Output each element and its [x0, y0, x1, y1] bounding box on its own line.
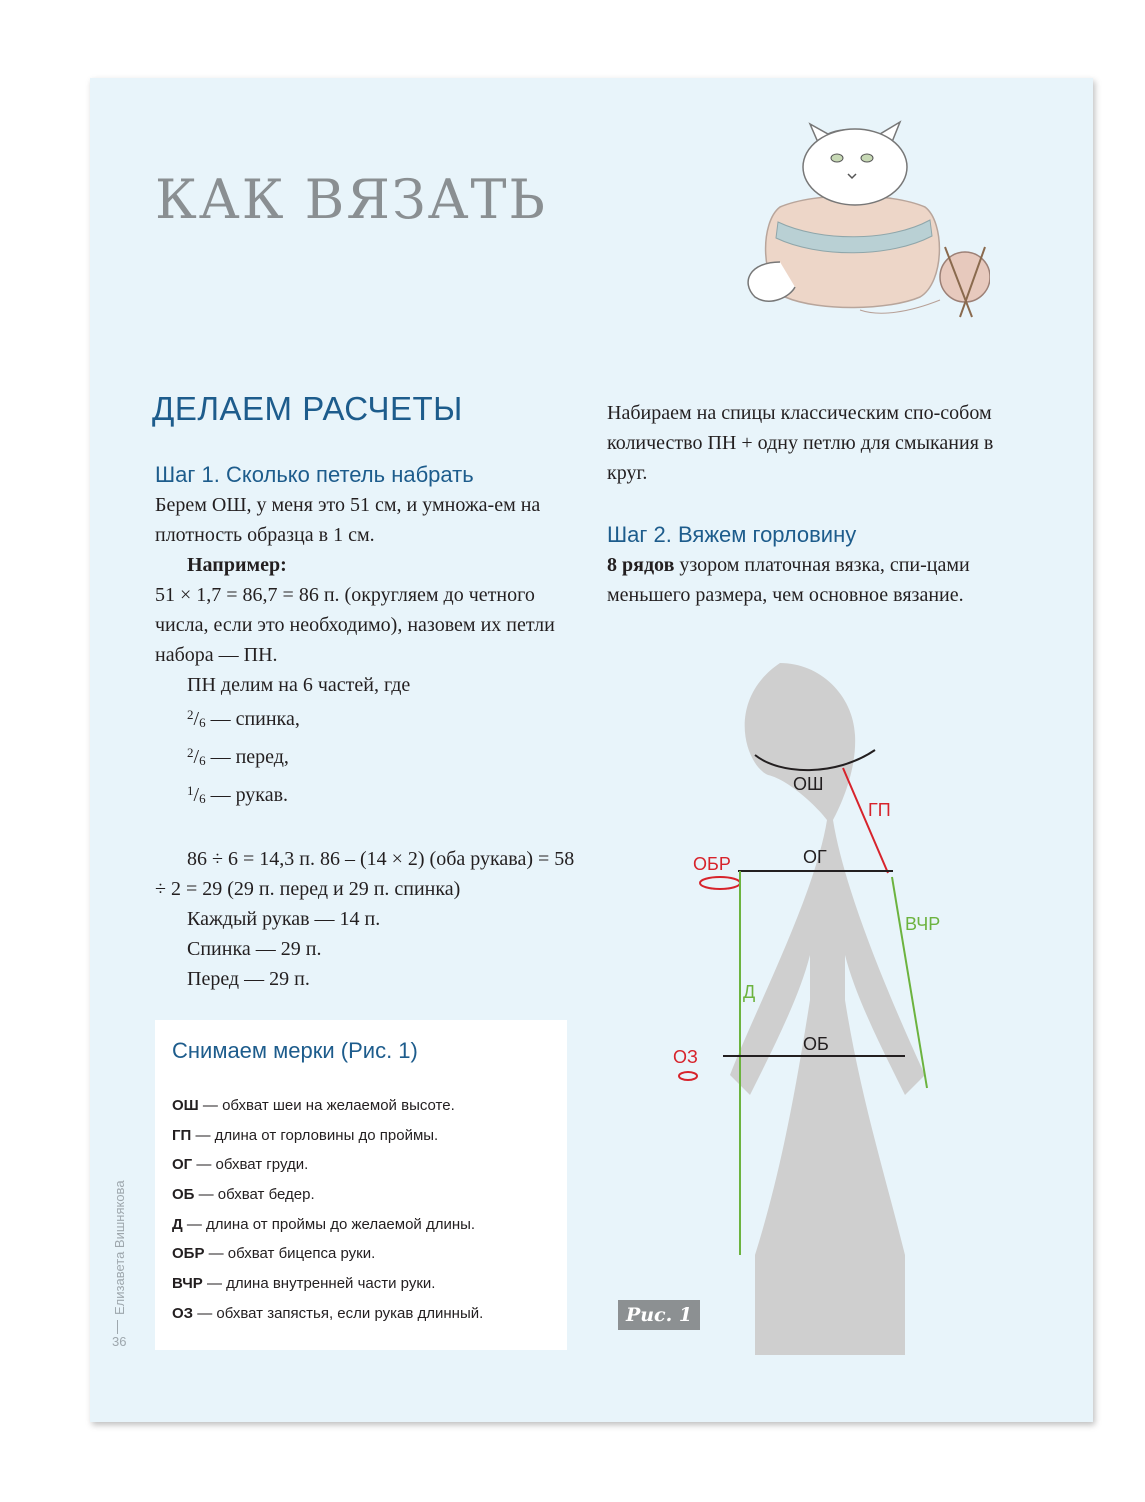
divider [117, 1320, 118, 1334]
label-gp: ГП [868, 800, 891, 820]
step1-paragraph: Берем ОШ, у меня это 51 см, и умножа-ем на плотность образца в 1 см. [155, 494, 541, 546]
page-title: КАК ВЯЗАТЬ [155, 168, 547, 231]
list-item: ВЧР — длина внутренней части руки. [172, 1275, 436, 1293]
label-vchr: ВЧР [905, 914, 941, 934]
parts-intro: ПН делим на 6 частей, где [187, 674, 411, 696]
list-item: ОБ — обхват бедер. [172, 1186, 315, 1204]
result-line: Каждый рукав — 14 п. [187, 908, 381, 930]
body-measurement-figure [605, 655, 965, 1355]
obr-ellipse [700, 877, 740, 889]
section-heading: ДЕЛАЕМ РАСЧЕТЫ [152, 390, 463, 427]
result-line: Спинка — 29 п. [187, 938, 322, 960]
measurements-title: Снимаем мерки (Рис. 1) [172, 1038, 418, 1063]
gp-line [843, 768, 888, 873]
step1-heading: Шаг 1. Сколько петель набрать [155, 462, 474, 487]
list-item: ОГ — обхват груди. [172, 1156, 309, 1174]
fraction-line: $^2/_6$ — спинка, [187, 707, 300, 730]
left-column [155, 460, 575, 994]
label-osh: ОШ [793, 774, 824, 794]
example-label: Например: [187, 554, 287, 576]
cat-illustration [740, 112, 990, 327]
fraction-line: $^2/_6$ — перед, [187, 745, 289, 768]
right-column [607, 398, 1027, 610]
label-obr: ОБР [693, 854, 731, 874]
list-item: Д — длина от проймы до желаемой длины. [172, 1215, 476, 1233]
list-item: ОШ — обхват шеи на желаемой высоте. [172, 1097, 455, 1114]
label-ob: ОБ [803, 1034, 829, 1054]
step2-heading: Шаг 2. Вяжем горловину [607, 522, 857, 547]
example-calc: 51 × 1,7 = 86,7 = 86 п. (округляем до четного числа, если это необходимо), назовем их петли набора — ПН. [155, 584, 555, 666]
list-item: ОБР — обхват бицепса руки. [172, 1245, 376, 1263]
division-calc: 86 ÷ 6 = 14,3 п. 86 – (14 × 2) (оба рукава) = 58 ÷ 2 = 29 (29 п. перед и 29 п. спинка) [155, 848, 575, 900]
body-silhouette [730, 663, 925, 1355]
label-oz: ОЗ [673, 1047, 698, 1067]
oz-ellipse [679, 1072, 697, 1080]
measurements-list [172, 1096, 562, 1334]
figure-caption: Рис. 1 [618, 1300, 700, 1330]
list-item: ГП — длина от горловины до проймы. [172, 1126, 439, 1144]
step2-paragraph: 8 рядов узором платочная вязка, спи-цами меньшего размера, чем основное вязание. [607, 554, 970, 606]
page-number: 36 [112, 1334, 127, 1349]
cast-on-paragraph: Набираем на спицы классическим спо-собом количество ПН + одну петлю для смыкания в круг. [607, 402, 994, 484]
result-line: Перед — 29 п. [187, 968, 310, 990]
fraction-line: $^1/_6$ — рукав. [187, 783, 289, 806]
list-item: ОЗ — обхват запястья, если рукав длинный. [172, 1304, 484, 1322]
measurements-box [155, 1020, 567, 1350]
author-name: Елизавета Вишнякова [112, 1180, 127, 1315]
label-d: Д [743, 982, 756, 1002]
label-og: ОГ [803, 847, 827, 867]
